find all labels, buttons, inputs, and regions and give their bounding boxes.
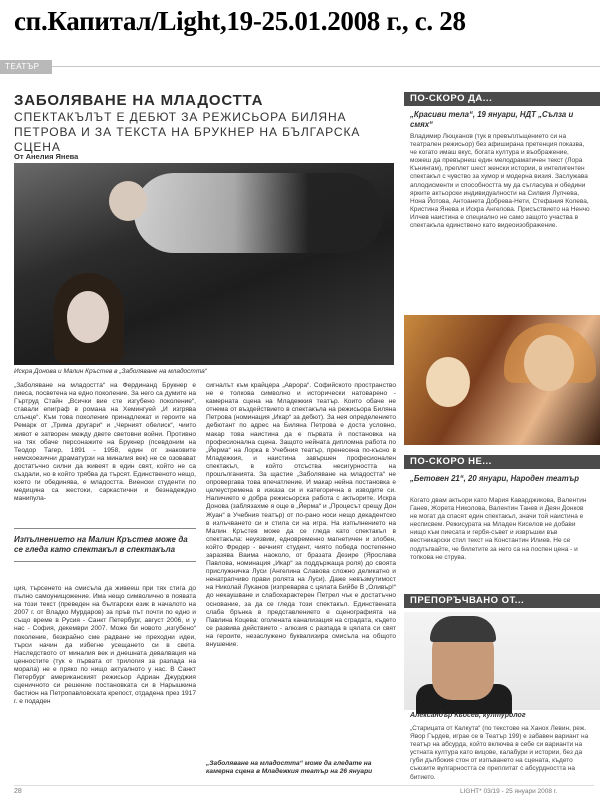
sidebar-not-text: Когато двам актьори като Мария Каварджикова, Валентин Ганев, Жорета Николова, Валентин Танев и Деян Донков не могат да спасят един спектакъл, значи той наистина е несписвем. Режисурата на Младен Киселов не добави нищо към пиесата и гербя-съвет и извръшки във вестникарски стил текст на Константин Илиев. Не се подлъгвайте, че билетите за него са на поспен цена - и топкова не струва. — [410, 497, 587, 561]
pull-quote: Изпълнението на Малин Кръстев може да се гледа като спектакъл в спектакъла — [14, 528, 196, 562]
article-column-1-continued: ция, търсенето на смисъла да живееш при тях стига до пълно самоунищожение. Има нещо символично в появата на този текст (преведен на български език в началото на 2007 г. от Владко Мурдаров) за пръв път почти по едно и също време в Русия - Санкт Петербург, август 2006, и у нас - София, декември 2007. Може би новото „изгубено“ поколение, безкрайно сме радване не преходни идеи, търси начин да избегне усещането си в света. Наследството от миналия век и днешната девалвация на ценностите (тук е първата от трилогия за разпада на морала) не е пряко по нищо актуалното у нас. В Санкт Петербург американският режисьор Адриан Джурджия сценичното си решение постановката си в Нарышкина бастион на Петропавловската крепост, отдадена през 1917 г. е подаден — [14, 585, 196, 706]
sidebar-head-not: ПО-СКОРО НЕ... — [404, 455, 600, 469]
sidebar-recommend-text: „Старицата от Калкута“ (по текстове на Ханох Левин, реж. Явор Гърдев, играе се в Театър 199) е забавен вариант на театър на абсурда, който включва в себе си варианти на устната култура като вицове, калабури и истории, без да губи дълбокия стон от изпъването на сцената, където съюзите вулгарността се преплитат с абсурдността на битието. — [410, 725, 589, 781]
sidebar-photo-face — [426, 357, 470, 407]
sidebar-head-soon: ПО-СКОРО ДА... — [404, 92, 600, 106]
sidebar-soon-title: „Красиви тела“, 19 януари, НДТ „Сълза и смях“ — [410, 110, 574, 129]
page-number-left: 28 — [14, 788, 22, 795]
sidebar-critic-caption: Александър Кьосев, културолог — [410, 712, 526, 719]
photo-caption: Искра Донова и Малин Кръстев в „Заболяване на младостта“ — [14, 368, 207, 375]
photo-actress-face — [67, 291, 109, 343]
section-tag: ТЕАТЪР — [0, 60, 52, 74]
article-column-1: „Заболяване на младостта“ на Фердинанд Брукнер е пиеса, посветена на едно поколение. За него са думите на Гъртруд Стайн „Всички вие сте изгубено поколение“, ставали епиграф в романа на Хемингуей „И изгрява слънце“. Към това поколение принадлежат и героите на Ремарк от „Трима другари“ и „Черният обелиск“, чиито живот е затворен между двете световни войни. Противно на тях обаче персонажите на Брукнер (псевдоним на Теодор Тагер, 1891 - 1958, един от знаковите немскоезични драматурзи на миналия век) не се озовават достатъчно силни да живеят в един свят, който не са създали, но в който трябва да търсят. Единственото нещо, което ги обединява, е младостта. Виенски студенти по медицина са жестоки, саркастични и безнадеждно манипула- — [14, 382, 196, 503]
article-title: ЗАБОЛЯВАНЕ НА МЛАДОСТТА — [14, 92, 264, 109]
sidebar-photo-face — [524, 335, 574, 391]
sidebar-photo-beautiful-bodies — [404, 315, 600, 445]
photo-actor-male-face — [109, 181, 147, 221]
footer-divider — [14, 785, 594, 786]
article-column-2: сигналът към крайцера „Аврора“. Софийското пространство не е толкова символно и исторически натоварено - камерната сцена на Младежкия театър. Които обаче не отнема от въздействието в спектакъла на режисьора Биляна Петрова (номинация „Икар“ за дебют). За нея определението дебютант по адрес на Биляна Петрова е доста условно, макар това наистина да е първата ѝ постановка на професионална сцена. Защото нейната дипломна работа по „Йерма“ на Лорка в Учебния театър, пренесена по-късно в Младежкия, и наистина завършен професионален спектакъл, в който отсъства несигурността на прошълганията. За щастие „Заболяване на младостта“ не опровергава това впечатление. И макар нейна постановка е целеустремена в изказа си и категорична в изводите си. Наличието е добра режисьорска работа с актьорите. Искра Донова (заблязахме я още в „Йерма“ и „Процесът срещу Дон Жуан“ в Учебния театър) от по-рано носи нещо декадентско в излъчването си и стила си на игра. На изпълнението на Малин Кръстев може да се гледа като спектакъл в спектакъла: неуязвим, едновременно магнетичен и злобен, който Фредер - вечният студент, чиято победа постепенно заразява Ваима наоколо, от бразата Дезире (Ярослава Павлова, номинация „Икар“ за поддържаща роля) до своята прислужничка Луси (Ангелина Славова сложно деликатно и ненатрапчиво прави ролята на Луси). Даже невъзмутимост на Николай Луканов (изпреварва с цялата Бийбе В „Оливър!“ до некаушване и слабохарактерен Петрел чък е достатъчно основание, за да се гледа този спектакъл. Единствената слаба брънка в представлението е сценографията на Павлина Коцева: оголената канализация на сградата, където се развива действието - алюзия с разпада в цялата си свят на героите, незаслужено буквализира смисъла на общото внушение. — [206, 382, 396, 648]
photo-actor-male — [134, 173, 384, 253]
critic-hair — [430, 616, 496, 642]
sidebar-not-title: „Бетовен 21“, 20 януари, Народен театър — [410, 474, 579, 483]
page-footer-right: LIGHT* 03/19 - 25 януари 2008 г. — [460, 788, 558, 795]
top-divider — [52, 66, 600, 67]
masthead-title: сп.Капитал/Light,19-25.01.2008 г., с. 28 — [14, 6, 466, 36]
article-byline: От Анелия Янева — [14, 152, 79, 161]
sidebar-photo-critic — [404, 612, 600, 710]
photo-credit: © ивн домейн — [372, 462, 378, 501]
article-subtitle: СПЕКТАКЪЛЪТ Е ДЕБЮТ ЗА РЕЖИСЬОРА БИЛЯНА ПЕТРОВА И ЗА ТЕКСТА НА БРУКНЕР НА БЪЛГАРСКА СЦЕНА — [14, 110, 361, 154]
sidebar-soon-text: Владимир Люцканов (тук в превъплъщението си на театрален режисьор) без афиширана претенция показва, че когато имаш вкус, богата култура и въображение, можеш да превърнеш един мелодраматичен текст (Лора Кънингам), преплет шест женски истории, в интелигентен спектакъл с чувство за хумор и модерна визия. Заслужава аплодисменти и способността му да съгласува и обедини ярките актьорски индивидуалности на Силвия Лулчева, Нона Йотова, Антоанета Добрева-Нети, Стефания Колева, Кристина Янева и Искра Ангелова. Присъствието на Ненчо Илчев наистина е специално не само защото участва в спектакъла единствено като видеоизображение. — [410, 133, 590, 230]
article-endnote: „Заболяване на младостта“ може да гледате на камерна сцена в Младежкия театър на 26 януари — [206, 760, 373, 775]
sidebar-head-recommend: ПРЕПОРЪЧВАНО ОТ... — [404, 594, 600, 608]
